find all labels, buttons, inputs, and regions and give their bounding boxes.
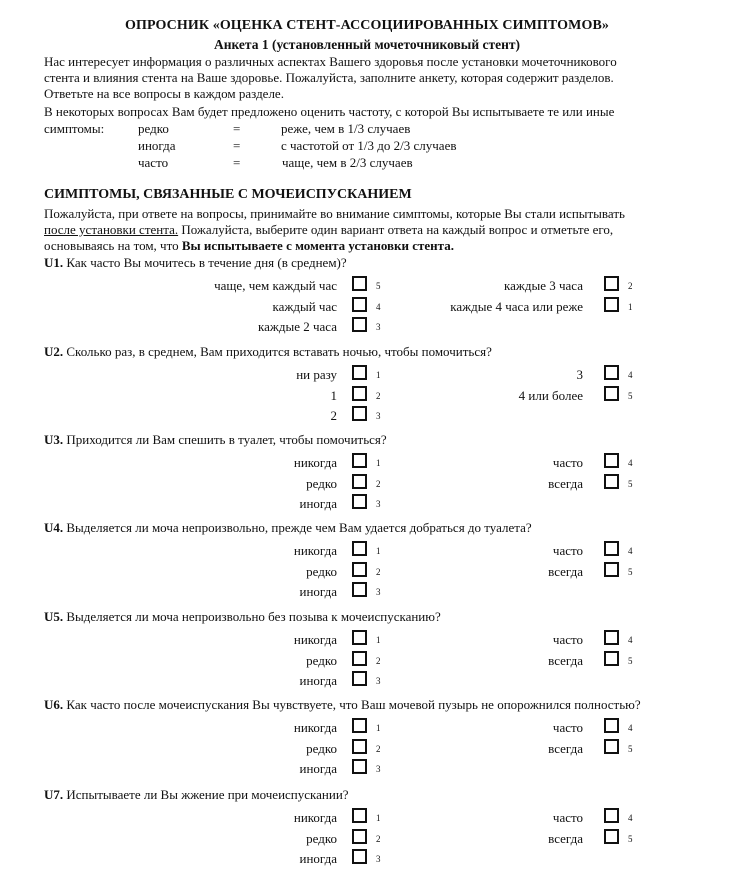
option-score: 5: [376, 281, 381, 291]
option-score: 4: [628, 723, 633, 733]
question-number: U7.: [44, 787, 64, 802]
answer-checkbox[interactable]: [352, 739, 367, 754]
answer-checkbox[interactable]: [352, 759, 367, 774]
question-text: [44, 256, 347, 269]
answer-checkbox[interactable]: [352, 365, 367, 380]
option-label: каждые 2 часа: [258, 319, 337, 334]
answer-checkbox[interactable]: [604, 651, 619, 666]
option-score: 2: [376, 566, 381, 577]
question-label: Выделяется ли моча непроизвольно без позыва к мочеиспусканию?: [63, 609, 441, 624]
answer-checkbox[interactable]: [604, 562, 619, 577]
answer-checkbox[interactable]: [352, 474, 367, 489]
answer-checkbox[interactable]: [604, 739, 619, 754]
scale-term: иногда: [138, 138, 176, 153]
option-score: 3: [376, 322, 381, 332]
scale-eq: =: [233, 138, 241, 153]
option-label: всегда: [548, 652, 583, 668]
instruction-bold: Вы испытываете с момента установки стента.: [181, 238, 454, 253]
option-label: всегда: [548, 830, 583, 846]
option-label: часто: [552, 632, 583, 647]
answer-checkbox[interactable]: [604, 453, 619, 468]
option-score: 4: [628, 813, 633, 823]
question-text: [44, 610, 441, 623]
page-title: ОПРОСНИК «ОЦЕНКА СТЕНТ-АССОЦИИРОВАННЫХ СИМПТОМОВ»: [124, 18, 610, 33]
question-number: U3.: [44, 432, 64, 447]
option-score: 1: [376, 546, 381, 556]
option-label: чаще, чем каждый час: [214, 278, 337, 293]
option-label: редко: [306, 652, 337, 668]
option-label: всегда: [548, 475, 583, 491]
option-label: ни разу: [296, 367, 337, 382]
intro-line: Ответьте на все вопросы в каждом разделе.: [44, 86, 284, 101]
option-score: 4: [376, 301, 381, 312]
option-score: 1: [376, 813, 381, 823]
option-label: редко: [306, 740, 337, 756]
option-score: 1: [376, 458, 381, 468]
answer-checkbox[interactable]: [604, 718, 619, 733]
section-instructions: [44, 239, 454, 252]
option-label: каждые 3 часа: [504, 278, 583, 293]
answer-checkbox[interactable]: [604, 297, 619, 312]
option-score: 5: [628, 390, 633, 401]
option-score: 2: [376, 833, 381, 844]
intro-line: стента и влияния стента на Ваше здоровье. Пожалуйста, заполните анкету, которая содержит разделов.: [44, 70, 614, 85]
option-label: часто: [552, 543, 583, 558]
page-subtitle: Анкета 1 (установленный мочеточниковый стент): [213, 37, 521, 52]
answer-checkbox[interactable]: [604, 829, 619, 844]
scale-def: чаще, чем в 2/3 случаев: [282, 155, 413, 170]
option-label: 3: [576, 367, 583, 382]
option-label: иногда: [299, 584, 337, 599]
option-score: 2: [628, 281, 633, 291]
scale-def: с частотой от 1/3 до 2/3 случаев: [281, 138, 457, 153]
question-label: Испытываете ли Вы жжение при мочеиспускании?: [63, 787, 349, 802]
question-label: Как часто после мочеиспускания Вы чувствуете, что Ваш мочевой пузырь не опорожнился полностью?: [63, 697, 641, 712]
option-label: часто: [552, 455, 583, 470]
option-score: 1: [376, 370, 381, 380]
question-number: U4.: [44, 520, 64, 535]
answer-checkbox[interactable]: [352, 317, 367, 332]
option-label: 4 или более: [518, 387, 583, 403]
option-label: никогда: [293, 810, 337, 825]
option-score: 4: [628, 458, 633, 468]
option-label: всегда: [548, 740, 583, 756]
question-text: [44, 698, 641, 711]
option-score: 3: [376, 854, 381, 864]
option-label: никогда: [293, 543, 337, 558]
option-label: редко: [306, 830, 337, 846]
option-label: никогда: [293, 632, 337, 647]
answer-checkbox[interactable]: [604, 808, 619, 823]
scale-label: симптомы:: [44, 121, 105, 136]
option-label: никогда: [293, 720, 337, 735]
intro-line: Нас интересует информация о различных аспектах Вашего здоровья после установки мочеточникового: [44, 54, 617, 69]
question-number: U5.: [44, 609, 64, 624]
option-label: каждые 4 часа или реже: [450, 298, 583, 314]
option-score: 4: [628, 546, 633, 556]
scale-term: часто: [138, 155, 169, 170]
question-label: Приходится ли Вам спешить в туалет, чтобы помочиться?: [63, 432, 387, 447]
answer-checkbox[interactable]: [352, 671, 367, 686]
option-score: 3: [376, 676, 381, 686]
option-score: 5: [628, 743, 633, 754]
option-score: 3: [376, 411, 381, 421]
answer-checkbox[interactable]: [604, 386, 619, 401]
answer-checkbox[interactable]: [604, 541, 619, 556]
option-score: 3: [376, 764, 381, 774]
scale-def: реже, чем в 1/3 случаев: [281, 121, 411, 136]
answer-checkbox[interactable]: [604, 630, 619, 645]
option-score: 2: [376, 743, 381, 754]
option-label: часто: [552, 720, 583, 735]
answer-checkbox[interactable]: [352, 849, 367, 864]
option-label: каждый час: [272, 298, 337, 314]
answer-checkbox[interactable]: [604, 276, 619, 291]
answer-checkbox[interactable]: [352, 808, 367, 823]
option-label: иногда: [299, 496, 337, 511]
option-score: 5: [628, 478, 633, 489]
answer-checkbox[interactable]: [352, 718, 367, 733]
option-label: 2: [330, 408, 337, 423]
option-score: 4: [628, 635, 633, 645]
answer-checkbox[interactable]: [352, 651, 367, 666]
scale-term: редко: [138, 121, 169, 136]
instruction-text: основываясь на том, что: [44, 238, 182, 253]
answer-checkbox[interactable]: [604, 474, 619, 489]
option-score: 4: [628, 370, 633, 380]
question-text: [44, 788, 349, 801]
question-text: [44, 521, 532, 534]
question-text: [44, 345, 492, 358]
option-score: 3: [376, 499, 381, 509]
instruction-text: Пожалуйста, выберите один вариант ответа на каждый вопрос и отметьте его,: [178, 222, 614, 237]
question-label: Выделяется ли моча непроизвольно, прежде чем Вам удается добраться до туалета?: [63, 520, 532, 535]
option-score: 2: [376, 478, 381, 489]
section-title: СИМПТОМЫ, СВЯЗАННЫЕ С МОЧЕИСПУСКАНИЕМ: [44, 187, 412, 202]
option-label: редко: [306, 475, 337, 491]
option-score: 1: [628, 301, 633, 312]
option-label: всегда: [548, 563, 583, 579]
section-instructions: Пожалуйста, при ответе на вопросы, принимайте во внимание симптомы, которые Вы стали испытывать: [44, 206, 625, 221]
question-label: Сколько раз, в среднем, Вам приходится вставать ночью, чтобы помочиться?: [63, 344, 492, 359]
question-number: U6.: [44, 697, 64, 712]
question-label: Как часто Вы мочитесь в течение дня (в среднем)?: [63, 255, 347, 270]
answer-checkbox[interactable]: [352, 386, 367, 401]
question-text: [44, 433, 387, 446]
option-label: никогда: [293, 455, 337, 470]
option-label: редко: [306, 563, 337, 579]
option-score: 3: [376, 587, 381, 597]
answer-checkbox[interactable]: [352, 541, 367, 556]
scale-eq: =: [233, 155, 241, 170]
option-label: иногда: [299, 851, 337, 866]
question-number: U1.: [44, 255, 64, 270]
intro-line: В некоторых вопросах Вам будет предложено оценить частоту, с которой Вы испытываете те или иные: [44, 104, 615, 119]
option-label: иногда: [299, 761, 337, 776]
answer-checkbox[interactable]: [352, 562, 367, 577]
answer-checkbox[interactable]: [352, 406, 367, 421]
option-label: иногда: [299, 673, 337, 688]
answer-checkbox[interactable]: [352, 276, 367, 291]
option-score: 5: [628, 655, 633, 666]
option-score: 1: [376, 723, 381, 733]
option-score: 5: [628, 566, 633, 577]
option-label: часто: [552, 810, 583, 825]
option-score: 2: [376, 390, 381, 401]
question-number: U2.: [44, 344, 64, 359]
section-instructions: [44, 223, 613, 236]
answer-checkbox[interactable]: [352, 630, 367, 645]
answer-checkbox[interactable]: [352, 297, 367, 312]
option-score: 1: [376, 635, 381, 645]
answer-checkbox[interactable]: [352, 453, 367, 468]
scale-eq: =: [233, 121, 241, 136]
answer-checkbox[interactable]: [352, 829, 367, 844]
instruction-underlined: после установки стента.: [44, 222, 179, 237]
option-score: 2: [376, 655, 381, 666]
option-label: 1: [330, 387, 337, 403]
answer-checkbox[interactable]: [352, 582, 367, 597]
option-score: 5: [628, 833, 633, 844]
answer-checkbox[interactable]: [604, 365, 619, 380]
answer-checkbox[interactable]: [352, 494, 367, 509]
